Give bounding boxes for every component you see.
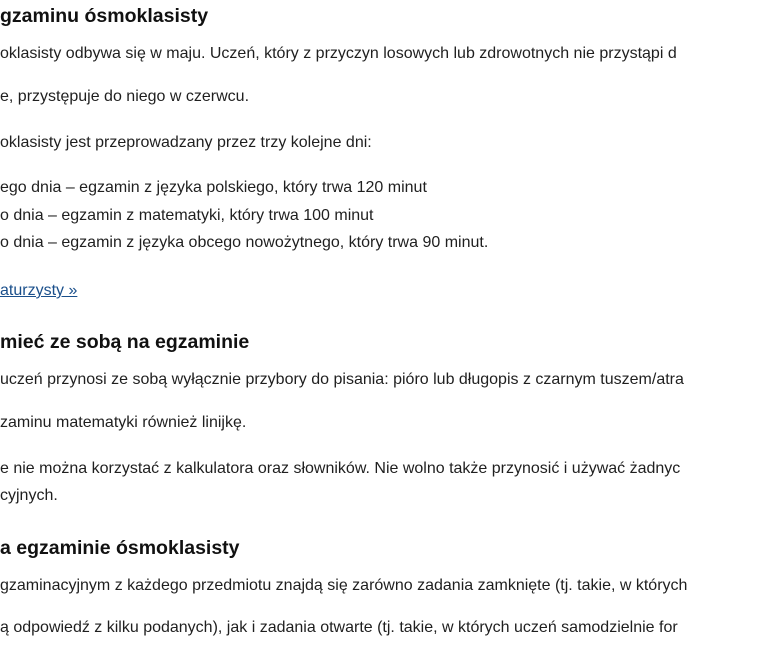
matura-link[interactable]: aturzysty » — [0, 282, 78, 299]
paragraph-line: gzaminacyjnym z każdego przedmiotu znajdą się zarówno zadania zamknięte (tj. takie, w których — [0, 577, 688, 594]
section-heading-what-to-bring: mieć ze sobą na egzaminie — [0, 331, 250, 353]
list-item: ego dnia – egzamin z języka polskiego, który trwa 120 minut — [0, 179, 427, 196]
list-item: o dnia – egzamin z matematyki, który trwa 100 minut — [0, 207, 374, 224]
paragraph-line: ą odpowiedź z kilku podanych), jak i zadania otwarte (tj. takie, w których uczeń samodzielnie for — [0, 619, 678, 636]
paragraph-line: oklasisty jest przeprowadzany przez trzy kolejne dni: — [0, 134, 372, 151]
list-item: o dnia – egzamin z języka obcego nowożytnego, który trwa 90 minut. — [0, 234, 489, 251]
paragraph-line: e nie można korzystać z kalkulatora oraz słowników. Nie wolno także przynosić i używać żadnyc — [0, 460, 681, 477]
paragraph-line: zaminu matematyki również linijkę. — [0, 414, 247, 431]
paragraph-line: cyjnych. — [0, 487, 58, 504]
paragraph-line: oklasisty odbywa się w maju. Uczeń, który z przyczyn losowych lub zdrowotnych nie przystąpi d — [0, 45, 677, 62]
section-heading-exam-schedule: gzaminu ósmoklasisty — [0, 5, 209, 27]
section-heading-exam-content: a egzaminie ósmoklasisty — [0, 537, 240, 559]
paragraph-line: e, przystępuje do niego w czerwcu. — [0, 88, 250, 105]
paragraph-line: uczeń przynosi ze sobą wyłącznie przybory do pisania: pióro lub długopis z czarnym tuszem/atra — [0, 371, 684, 388]
